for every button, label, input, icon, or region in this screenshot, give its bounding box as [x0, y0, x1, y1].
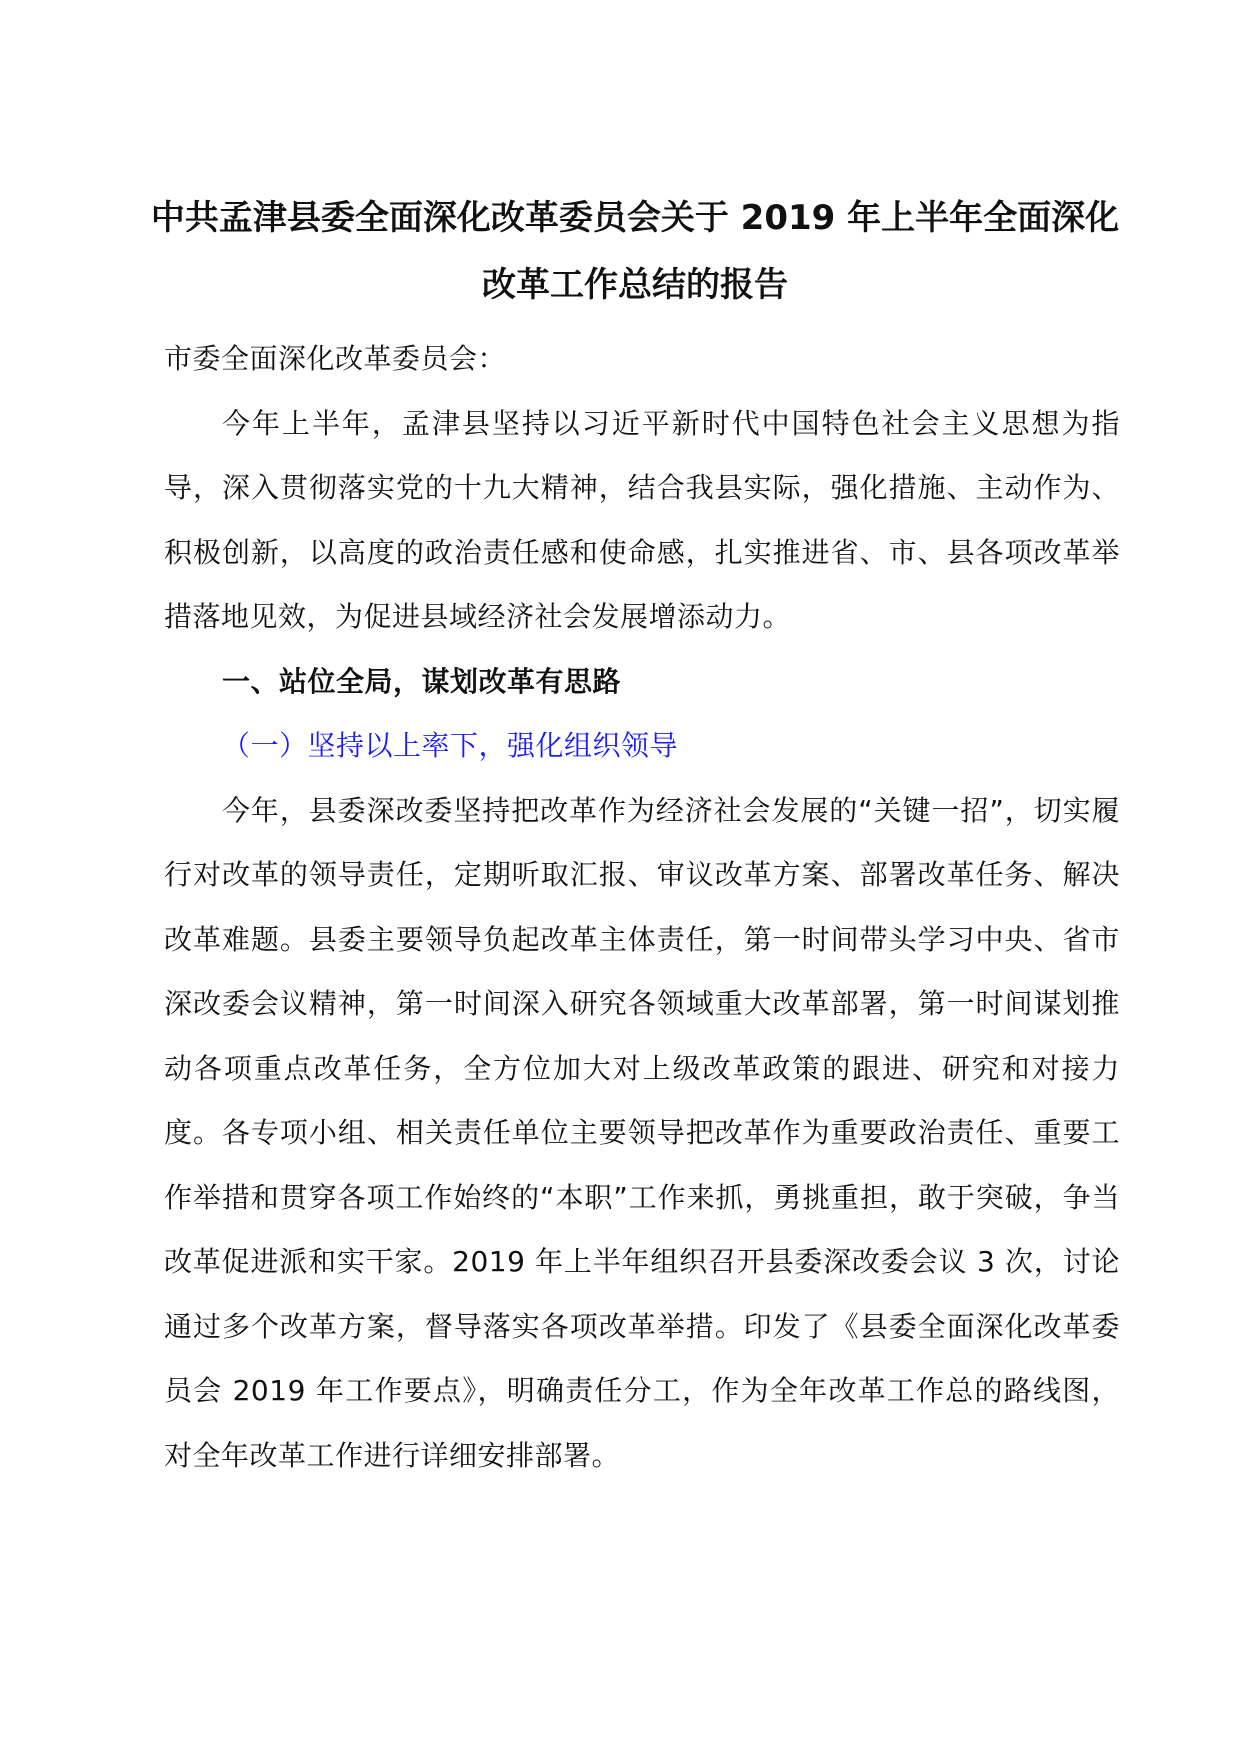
- section-paragraph: 今年，县委深改委坚持把改革作为经济社会发展的“关键一招”，切实履行对改革的领导责任，定期听取汇报、审议改革方案、部署改革任务、解决改革难题。县委主要领导负起改革主体责任，第一时间带头学习中央、省市深改委会议精神，第一时间深入研究各领域重大改革部署，第一时间谋划推动各项重点改革任务，全方位加大对上级改革政策的跟进、研究和对接力度。各专项小组、相关责任单位主要领导把改革作为重要政治责任、重要工作举措和贯穿各项工作始终的“本职”工作来抓，勇挑重担，敢于突破，争当改革促进派和实干家。2019 年上半年组织召开县委深改委会议 3 次，讨论通过多个改革方案，督导落实各项改革举措。印发了《县委全面深化改革委员会 2019 年工作要点》，明确责任分工，作为全年改革工作总的路线图，对全年改革工作进行详细安排部署。: [164, 793, 1120, 1472]
- section-heading: 一、站位全局，谋划改革有思路: [222, 664, 622, 698]
- intro-paragraph: 今年上半年，孟津县坚持以习近平新时代中国特色社会主义思想为指导，深入贯彻落实党的十九大精神，结合我县实际，强化措施、主动作为、积极创新，以高度的政治责任感和使命感，扎实推进省、市、县各项改革举措落地见效，为促进县域经济社会发展增添动力。: [164, 406, 1120, 633]
- subsection-heading: （一）坚持以上率下，强化组织领导: [222, 729, 679, 762]
- salutation: 市委全面深化改革委员会：: [164, 342, 507, 375]
- document-body: [164, 327, 1120, 1488]
- document-title-line1: 中共孟津县委全面深化改革委员会关于 2019 年上半年全面深化: [150, 198, 1120, 238]
- document-title-line2: 改革工作总结的报告: [482, 265, 788, 305]
